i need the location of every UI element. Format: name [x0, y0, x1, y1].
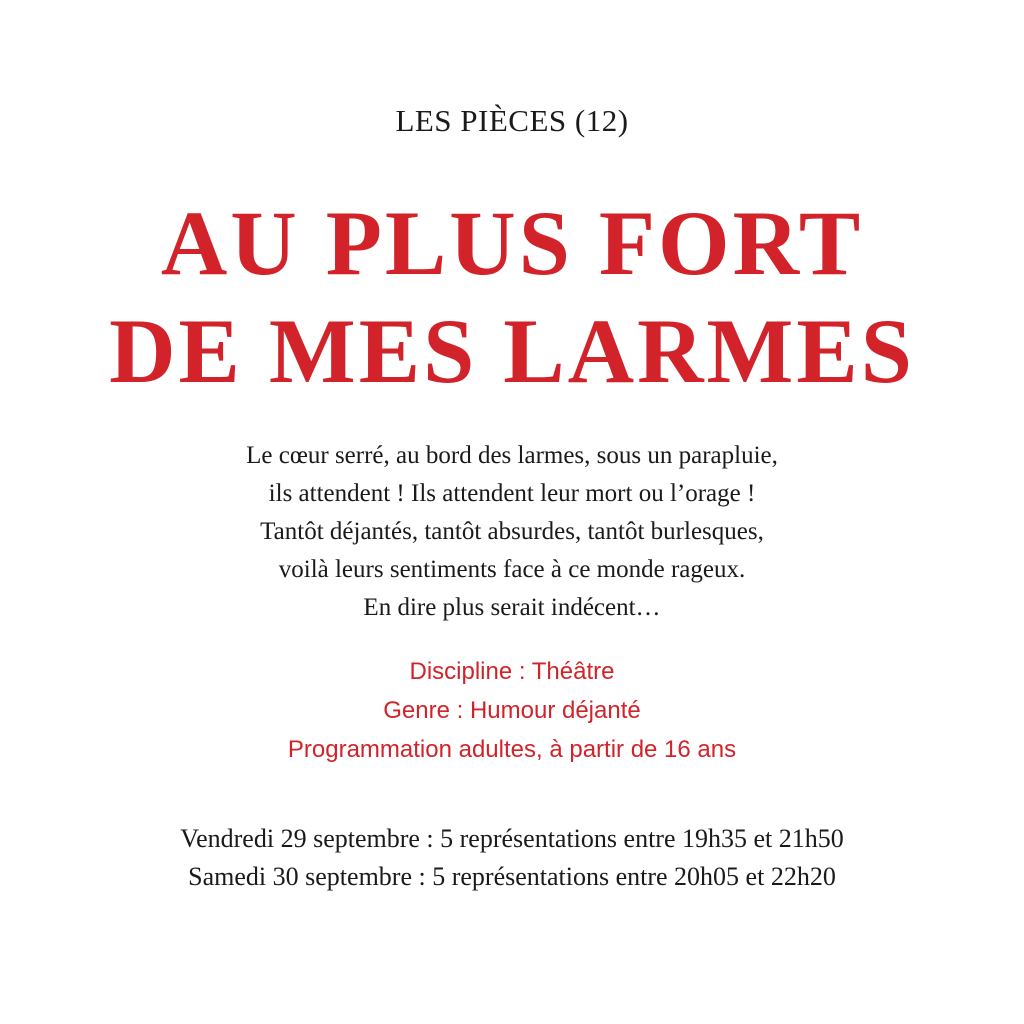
audience-label: Programmation adultes, à partir de 16 ans	[287, 736, 737, 763]
synopsis	[0, 437, 1024, 627]
schedule-line-saturday: Samedi 30 septembre : 5 représentations entre 20h05 et 22h20	[188, 862, 836, 891]
synopsis-line: En dire plus serait indécent…	[363, 594, 661, 621]
synopsis-line: ils attendent ! Ils attendent leur mort ou l’orage !	[268, 480, 756, 507]
schedule-line-friday: Vendredi 29 septembre : 5 représentations entre 19h35 et 21h50	[180, 824, 844, 853]
play-details	[0, 652, 1024, 769]
play-title-line-1: AU PLUS FORT	[160, 192, 864, 294]
synopsis-line: Le cœur serré, au bord des larmes, sous un parapluie,	[246, 442, 778, 469]
schedule	[0, 820, 1024, 896]
section-heading: LES PIÈCES (12)	[395, 103, 629, 138]
genre-label: Genre : Humour déjanté	[383, 697, 641, 724]
play-title-line-2: DE MES LARMES	[109, 300, 915, 402]
synopsis-line: Tantôt déjantés, tantôt absurdes, tantôt burlesques,	[260, 518, 764, 545]
synopsis-line: voilà leurs sentiments face à ce monde rageux.	[278, 556, 746, 583]
discipline-label: Discipline : Théâtre	[409, 658, 615, 685]
